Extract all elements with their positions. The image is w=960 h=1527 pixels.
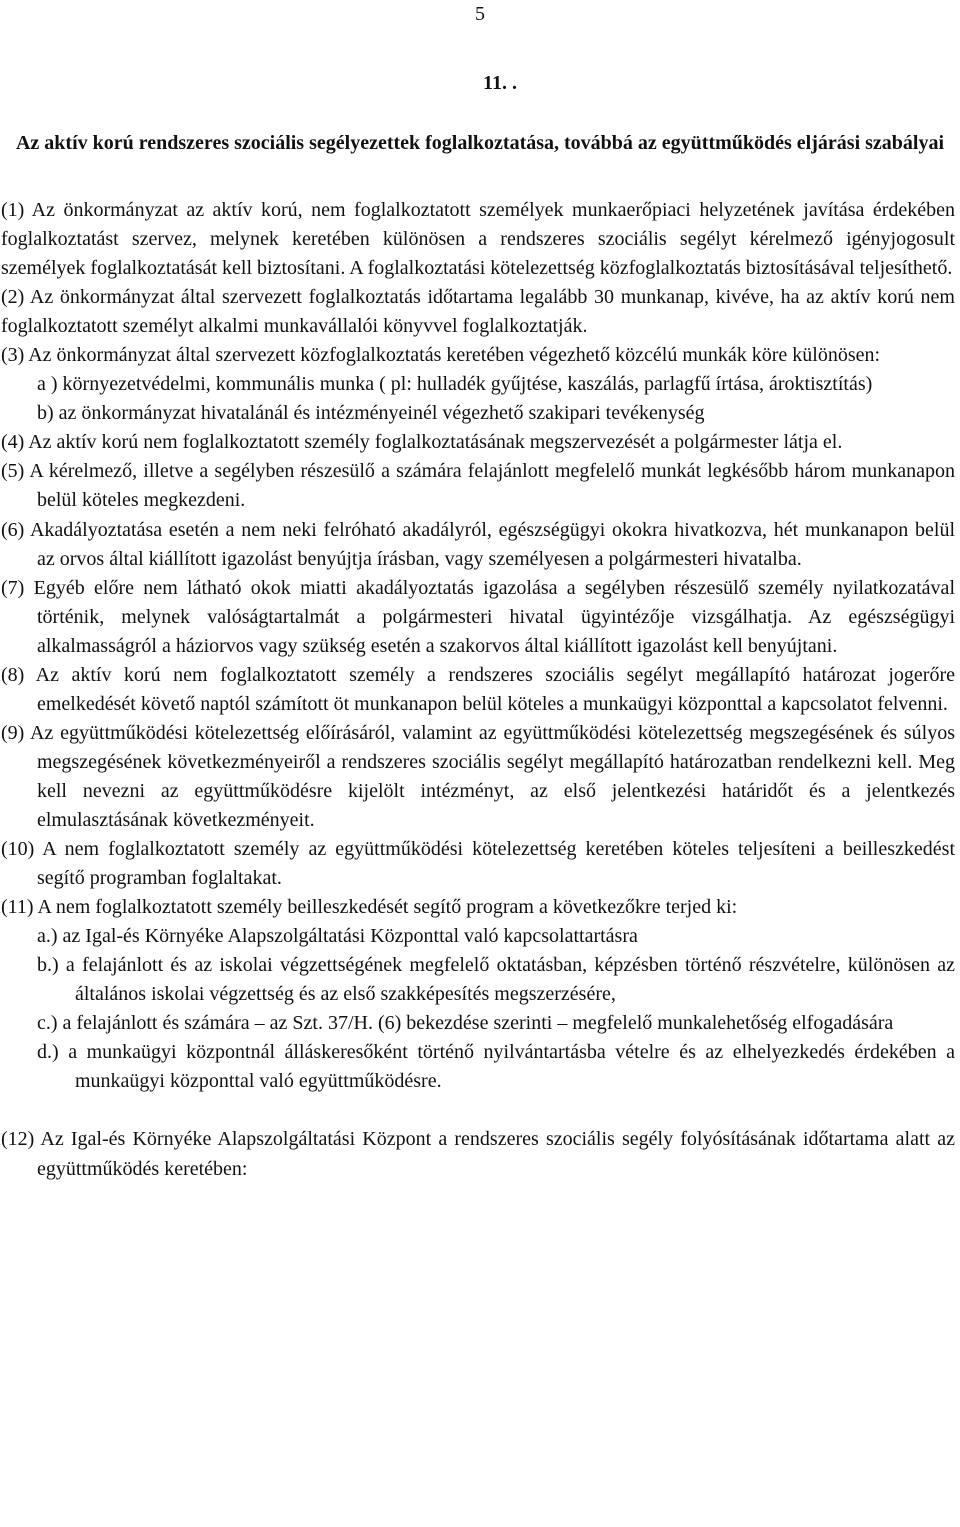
section-number: 11. . — [483, 72, 517, 94]
paragraph-4: (4) Az aktív korú nem foglalkoztatott személy foglalkoztatásának megszervezését a polgármester látja el. — [1, 431, 843, 454]
paragraph-gap — [1, 1096, 955, 1125]
paragraph-7: (7) Egyéb előre nem látható okok miatti akadályoztatás igazolása a segélyben részesülő személy nyilatkozatával történik, melynek valóságtartalmát a polgármesteri hivatal ügyintézője vizsgálhatja. Az egészségügyi alkalmasságról a háziorvos vagy szükség esetén a szakorvos által kiállított igazolást kell benyújtani. — [1, 576, 955, 657]
paragraph-5: (5) A kérelmező, illetve a segélyben részesülő a számára felajánlott megfelelő munkát legkésőbb három munkanapon belül köteles megkezdeni. — [1, 460, 955, 512]
paragraph-11-list — [1, 922, 955, 1096]
paragraph-8: (8) Az aktív korú nem foglalkoztatott személy a rendszeres szociális segélyt megállapító határozat jogerőre emelkedését követő naptól számított öt munkanapon belül köteles a munkaügyi központtal a kapcsolatot felvenni. — [1, 663, 955, 715]
paragraph-11: (11) A nem foglalkoztatott személy beilleszkedését segítő program a következőkre terjed ki: — [1, 896, 738, 919]
document-body — [1, 196, 955, 1184]
paragraph-3-item-a: a ) környezetvédelmi, kommunális munka ( pl: hulladék gyűjtése, kaszálás, parlagfű írtása, ároktisztítás) — [37, 373, 873, 396]
paragraph-12: (12) Az Igal-és Környéke Alapszolgáltatási Központ a rendszeres szociális segély folyósításának időtartama alatt az együttműködés keretében: — [1, 1128, 955, 1180]
paragraph-3-item-b: b) az önkormányzat hivatalánál és intézményeinél végezhető szakipari tevékenység — [37, 402, 705, 425]
paragraph-11-item-b: b.) a felajánlott és az iskolai végzettségének megfelelő oktatásban, képzésben történő részvételre, különösen az általános iskolai végzettség és az első szakképesítés megszerzésére, — [37, 954, 955, 1006]
paragraph-3: (3) Az önkormányzat által szervezett közfoglalkoztatás keretében végezhető közcélú munkák köre különösen: — [1, 344, 881, 367]
page-number: 5 — [475, 3, 485, 25]
paragraph-6: (6) Akadályoztatása esetén a nem neki felróható akadályról, egészségügyi okokra hivatkozva, hét munkanapon belül az orvos által kiállított igazolást benyújtja írásban, vagy személyesen a polgármesteri hivatalba. — [1, 518, 955, 570]
paragraph-2: (2) Az önkormányzat által szervezett foglalkoztatás időtartama legalább 30 munkanap, kivéve, ha az aktív korú nem foglalkoztatott személyt alkalmi munkavállalói könyvvel foglalkoztatják. — [1, 286, 955, 338]
paragraph-10: (10) A nem foglalkoztatott személy az együttműködési kötelezettség keretében köteles teljesíteni a beilleszkedést segítő programban foglaltakat. — [1, 838, 955, 890]
paragraph-11-item-a: a.) az Igal-és Környéke Alapszolgáltatási Központtal való kapcsolattartásra — [37, 925, 638, 948]
paragraph-11-item-d: d.) a munkaügyi központnál álláskeresőként történő nyilvántartásba vételre és az elhelyezkedés érdekében a munkaügyi központtal való együttműködésre. — [37, 1041, 955, 1093]
paragraph-9: (9) Az együttműködési kötelezettség előírásáról, valamint az együttműködési kötelezettség megszegésének és súlyos megszegésének következményeiről a rendszeres szociális segélyt megállapító határozatban rendelkezni kell. Meg kell nevezni az együttműködésre kijelölt intézményt, az első jelentkezési határidőt és a jelentkezés elmulasztásának következményeit. — [1, 721, 955, 831]
section-title: Az aktív korú rendszeres szociális segélyezettek foglalkoztatása, továbbá az együttműködés eljárási szabályai — [15, 132, 945, 154]
paragraph-11-item-c: c.) a felajánlott és számára – az Szt. 37/H. (6) bekezdése szerinti – megfelelő munkalehetőség elfogadására — [37, 1012, 894, 1035]
paragraph-1: (1) Az önkormányzat az aktív korú, nem foglalkoztatott személyek munkaerőpiaci helyzetének javítása érdekében foglalkoztatást szervez, melynek keretében különösen a rendszeres szociális segélyt kérelmező igényjogosult személyek foglalkoztatását kell biztosítani. A foglalkoztatási kötelezettség közfoglalkoztatás biztosításával teljesíthető. — [1, 199, 955, 280]
